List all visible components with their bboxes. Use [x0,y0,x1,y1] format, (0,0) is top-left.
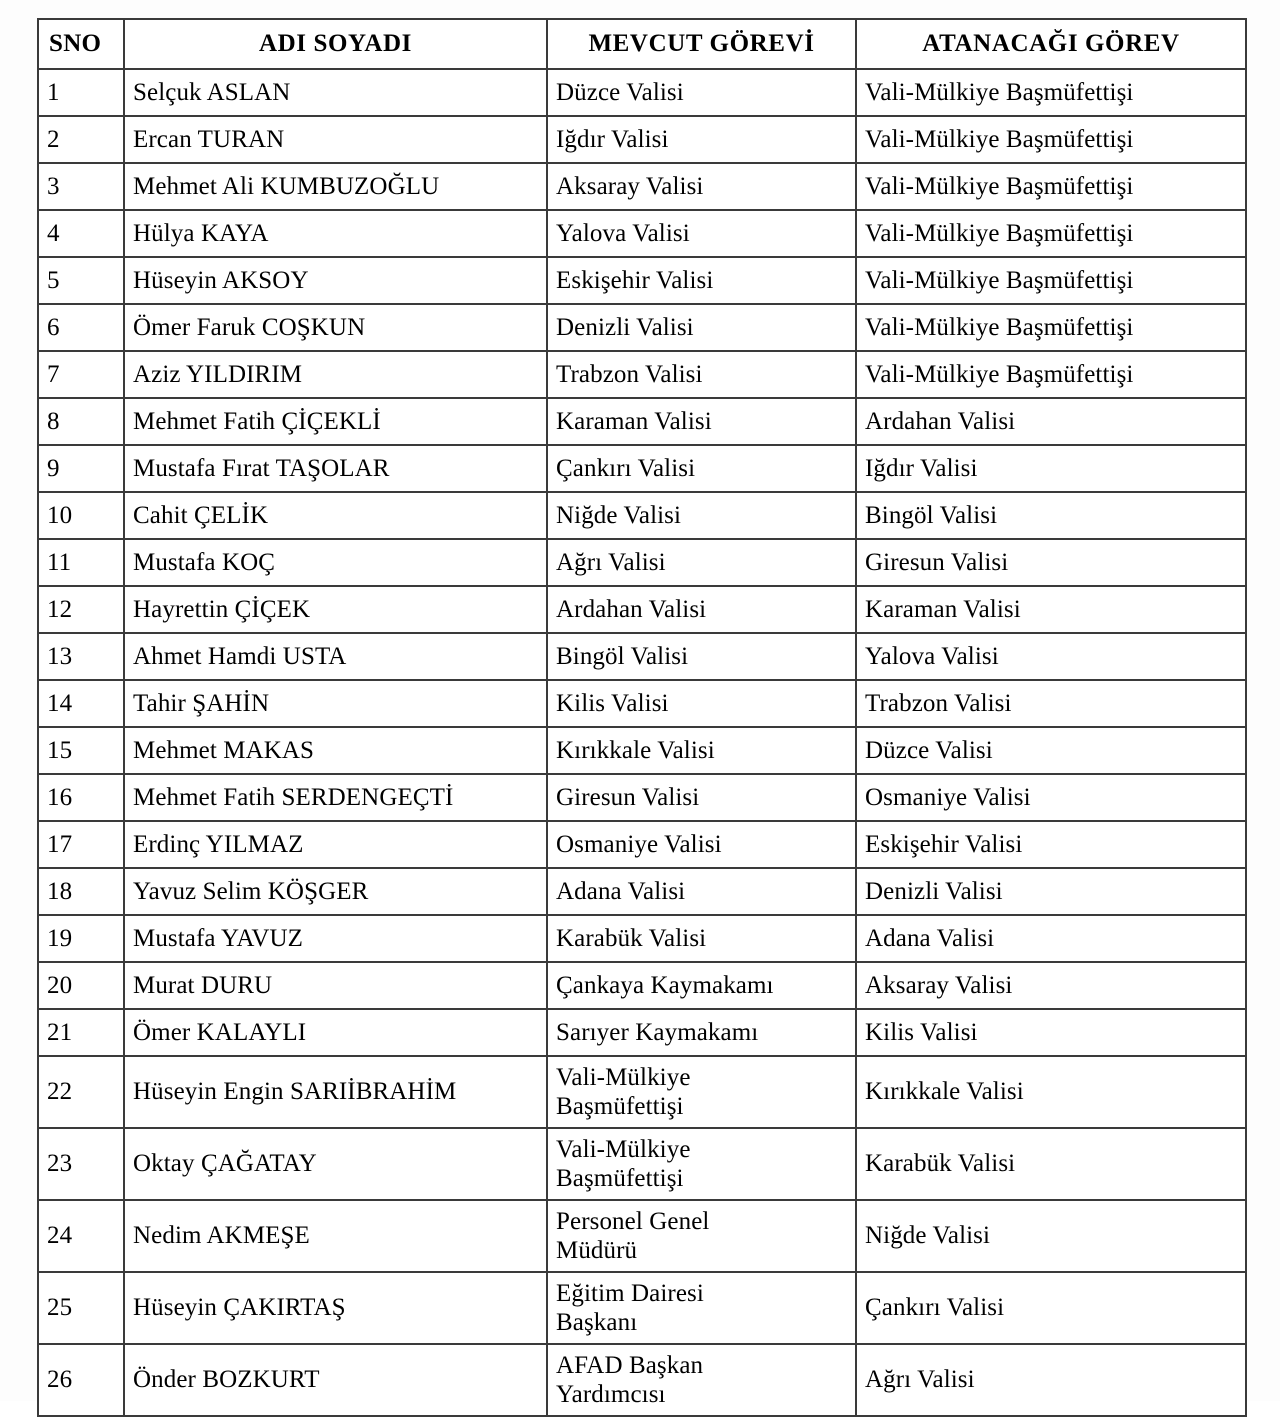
cell-sno: 13 [38,633,124,680]
cell-assigned-duty: Osmaniye Valisi [856,774,1246,821]
cell-name: Hüseyin Engin SARIİBRAHİM [124,1056,547,1128]
cell-sno: 12 [38,586,124,633]
table-row [38,304,1246,351]
cell-current-duty: Düzce Valisi [547,69,856,116]
cell-current-duty: Trabzon Valisi [547,351,856,398]
cell-sno: 21 [38,1009,124,1056]
table-row [38,351,1246,398]
cell-name: Hüseyin AKSOY [124,257,547,304]
cell-assigned-duty: Aksaray Valisi [856,962,1246,1009]
cell-sno: 7 [38,351,124,398]
cell-assigned-duty: Niğde Valisi [856,1200,1246,1272]
cell-name: Ömer KALAYLI [124,1009,547,1056]
table-row [38,539,1246,586]
cell-assigned-duty: Vali-Mülkiye Başmüfettişi [856,163,1246,210]
table-header-row [38,19,1246,69]
table-row [38,633,1246,680]
cell-current-duty: Bingöl Valisi [547,633,856,680]
cell-assigned-duty: Eskişehir Valisi [856,821,1246,868]
cell-sno: 10 [38,492,124,539]
cell-sno: 24 [38,1200,124,1272]
cell-current-duty [547,1128,856,1200]
cell-sno: 15 [38,727,124,774]
cell-sno: 8 [38,398,124,445]
cell-current-duty: Sarıyer Kaymakamı [547,1009,856,1056]
cell-assigned-duty: Iğdır Valisi [856,445,1246,492]
table-row [38,680,1246,727]
column-header-current: MEVCUT GÖREVİ [547,19,856,69]
cell-sno: 11 [38,539,124,586]
cell-current-duty: Çankaya Kaymakamı [547,962,856,1009]
table-row [38,398,1246,445]
table-row [38,163,1246,210]
cell-name: Cahit ÇELİK [124,492,547,539]
table-row [38,868,1246,915]
cell-name: Hüseyin ÇAKIRTAŞ [124,1272,547,1344]
cell-sno: 14 [38,680,124,727]
table-body [38,69,1246,1416]
table-row [38,727,1246,774]
cell-assigned-duty: Denizli Valisi [856,868,1246,915]
cell-name: Önder BOZKURT [124,1344,547,1416]
cell-current-duty-line2: Başkanı [556,1309,638,1336]
cell-assigned-duty: Vali-Mülkiye Başmüfettişi [856,351,1246,398]
cell-current-duty-line1: Vali-Mülkiye [556,1063,691,1091]
table-header [38,19,1246,69]
cell-current-duty: Kilis Valisi [547,680,856,727]
cell-current-duty: Yalova Valisi [547,210,856,257]
cell-sno: 18 [38,868,124,915]
cell-name: Erdinç YILMAZ [124,821,547,868]
table-row [38,1128,1246,1200]
cell-sno: 9 [38,445,124,492]
cell-assigned-duty: Çankırı Valisi [856,1272,1246,1344]
cell-current-duty: Ardahan Valisi [547,586,856,633]
cell-assigned-duty: Vali-Mülkiye Başmüfettişi [856,304,1246,351]
cell-sno: 22 [38,1056,124,1128]
cell-current-duty [547,1200,856,1272]
cell-current-duty: Ağrı Valisi [547,539,856,586]
table-row [38,1009,1246,1056]
cell-sno: 4 [38,210,124,257]
table-row [38,821,1246,868]
table-row [38,210,1246,257]
cell-current-duty-line1: Personel Genel [556,1207,710,1235]
cell-assigned-duty: Trabzon Valisi [856,680,1246,727]
cell-current-duty: Iğdır Valisi [547,116,856,163]
cell-current-duty-line1: Vali-Mülkiye [556,1135,691,1163]
cell-current-duty: Adana Valisi [547,868,856,915]
cell-assigned-duty: Ağrı Valisi [856,1344,1246,1416]
cell-current-duty-line2: Müdürü [556,1237,638,1264]
cell-assigned-duty: Vali-Mülkiye Başmüfettişi [856,69,1246,116]
cell-sno: 25 [38,1272,124,1344]
table-row [38,492,1246,539]
cell-sno: 6 [38,304,124,351]
cell-sno: 2 [38,116,124,163]
cell-current-duty: Giresun Valisi [547,774,856,821]
cell-current-duty-line1: Eğitim Dairesi [556,1279,704,1307]
cell-sno: 23 [38,1128,124,1200]
cell-current-duty: Çankırı Valisi [547,445,856,492]
table-row [38,1056,1246,1128]
cell-assigned-duty: Giresun Valisi [856,539,1246,586]
cell-assigned-duty: Bingöl Valisi [856,492,1246,539]
appointments-table [37,18,1247,1417]
cell-assigned-duty: Kilis Valisi [856,1009,1246,1056]
cell-assigned-duty: Ardahan Valisi [856,398,1246,445]
cell-current-duty-line1: AFAD Başkan [556,1351,704,1379]
table-row [38,915,1246,962]
cell-name: Mehmet Fatih SERDENGEÇTİ [124,774,547,821]
cell-sno: 3 [38,163,124,210]
cell-sno: 26 [38,1344,124,1416]
table-row [38,962,1246,1009]
cell-current-duty [547,1344,856,1416]
cell-sno: 19 [38,915,124,962]
cell-current-duty: Aksaray Valisi [547,163,856,210]
cell-name: Mustafa Fırat TAŞOLAR [124,445,547,492]
cell-sno: 17 [38,821,124,868]
cell-name: Mustafa KOÇ [124,539,547,586]
cell-assigned-duty: Adana Valisi [856,915,1246,962]
cell-name: Ahmet Hamdi USTA [124,633,547,680]
column-header-sno: SNO [38,19,124,69]
cell-current-duty: Eskişehir Valisi [547,257,856,304]
cell-current-duty: Karabük Valisi [547,915,856,962]
cell-current-duty [547,1272,856,1344]
column-header-name: ADI SOYADI [124,19,547,69]
cell-name: Ercan TURAN [124,116,547,163]
cell-current-duty: Niğde Valisi [547,492,856,539]
cell-assigned-duty: Yalova Valisi [856,633,1246,680]
cell-current-duty: Denizli Valisi [547,304,856,351]
cell-current-duty: Karaman Valisi [547,398,856,445]
cell-assigned-duty: Karaman Valisi [856,586,1246,633]
table-row [38,1272,1246,1344]
cell-name: Murat DURU [124,962,547,1009]
cell-name: Nedim AKMEŞE [124,1200,547,1272]
cell-assigned-duty: Vali-Mülkiye Başmüfettişi [856,116,1246,163]
cell-name: Mehmet Ali KUMBUZOĞLU [124,163,547,210]
cell-current-duty [547,1056,856,1128]
cell-current-duty-line2: Başmüfettişi [556,1165,684,1192]
table-row [38,1200,1246,1272]
cell-sno: 20 [38,962,124,1009]
table-row [38,116,1246,163]
cell-name: Oktay ÇAĞATAY [124,1128,547,1200]
cell-name: Hülya KAYA [124,210,547,257]
cell-name: Mehmet Fatih ÇİÇEKLİ [124,398,547,445]
cell-name: Ömer Faruk COŞKUN [124,304,547,351]
cell-name: Selçuk ASLAN [124,69,547,116]
table-row [38,69,1246,116]
column-header-assigned: ATANACAĞI GÖREV [856,19,1246,69]
cell-current-duty: Kırıkkale Valisi [547,727,856,774]
cell-assigned-duty: Karabük Valisi [856,1128,1246,1200]
cell-sno: 1 [38,69,124,116]
cell-assigned-duty: Vali-Mülkiye Başmüfettişi [856,257,1246,304]
cell-assigned-duty: Kırıkkale Valisi [856,1056,1246,1128]
cell-current-duty-line2: Yardımcısı [556,1381,666,1408]
cell-name: Aziz YILDIRIM [124,351,547,398]
table-row [38,445,1246,492]
table-row [38,774,1246,821]
cell-assigned-duty: Düzce Valisi [856,727,1246,774]
roster-table-container [37,18,1245,1417]
cell-name: Mehmet MAKAS [124,727,547,774]
cell-sno: 16 [38,774,124,821]
cell-current-duty: Osmaniye Valisi [547,821,856,868]
cell-assigned-duty: Vali-Mülkiye Başmüfettişi [856,210,1246,257]
table-row [38,586,1246,633]
cell-name: Tahir ŞAHİN [124,680,547,727]
table-row [38,257,1246,304]
cell-name: Mustafa YAVUZ [124,915,547,962]
cell-name: Hayrettin ÇİÇEK [124,586,547,633]
cell-sno: 5 [38,257,124,304]
cell-current-duty-line2: Başmüfettişi [556,1093,684,1120]
cell-name: Yavuz Selim KÖŞGER [124,868,547,915]
table-row [38,1344,1246,1416]
